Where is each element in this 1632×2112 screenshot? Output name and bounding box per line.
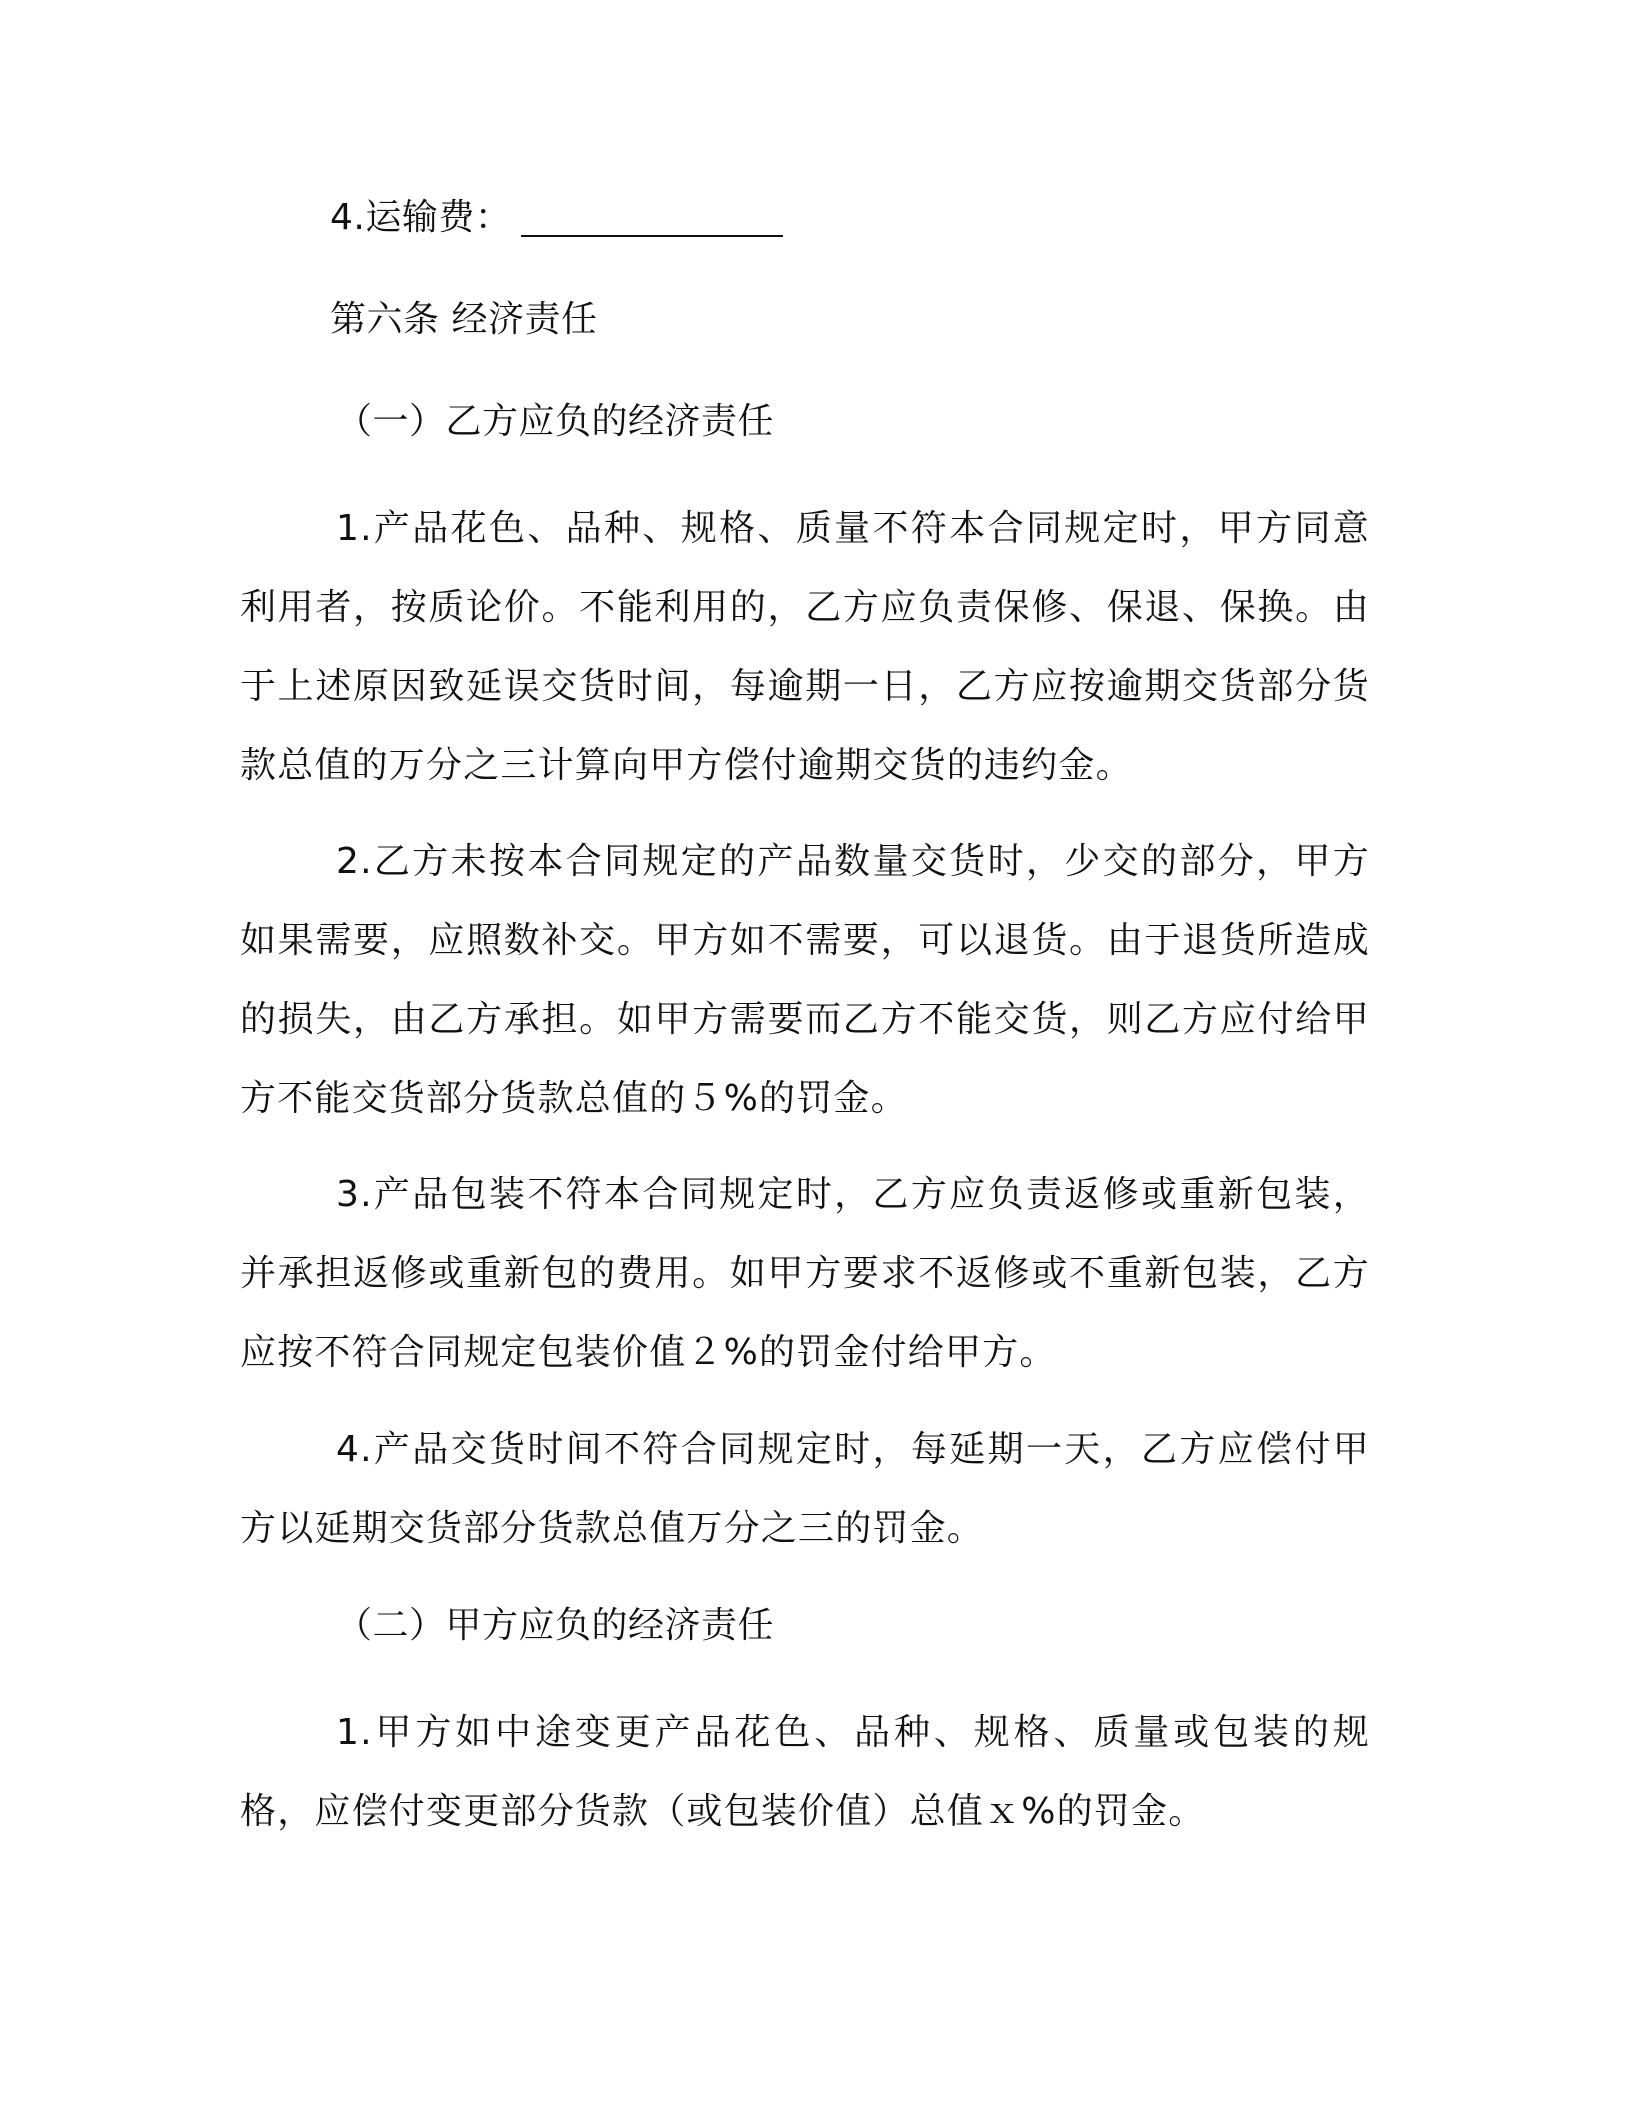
transport-fee-label: 4.运输费： <box>330 197 512 238</box>
transport-fee-blank <box>521 197 783 237</box>
section-two-heading: （二）甲方应负的经济责任 <box>336 1605 775 1646</box>
section-one-item-3: 3.产品包装不符本合同规定时，乙方应负责返修或重新包装，并承担返修或重新包的费用。如甲方要求不返修或不重新包装，乙方应按不符合同规定包装价值２%的罚金付给甲方。 <box>240 1174 1370 1373</box>
transport-fee-line <box>330 194 783 242</box>
section-one-item-4: 4.产品交货时间不符合同规定时，每延期一天，乙方应偿付甲方以延期交货部分货款总值万分之三的罚金。 <box>240 1429 1370 1549</box>
article-six-heading: 第六条 经济责任 <box>330 299 598 340</box>
section-one-item-1: 1.产品花色、品种、规格、质量不符本合同规定时，甲方同意利用者，按质论价。不能利用的，乙方应负责保修、保退、保换。由于上述原因致延误交货时间，每逾期一日，乙方应按逾期交货部分货款总值的万分之三计算向甲方偿付逾期交货的违约金。 <box>240 508 1370 786</box>
section-one-heading: （一）乙方应负的经济责任 <box>336 401 775 442</box>
section-one-item-2: 2.乙方未按本合同规定的产品数量交货时，少交的部分，甲方如果需要，应照数补交。甲方如不需要，可以退货。由于退货所造成的损失，由乙方承担。如甲方需要而乙方不能交货，则乙方应付给甲方不能交货部分货款总值的５%的罚金。 <box>240 841 1370 1119</box>
section-two-item-1: 1.甲方如中途变更产品花色、品种、规格、质量或包装的规格，应偿付变更部分货款（或包装价值）总值ｘ%的罚金。 <box>240 1712 1370 1832</box>
